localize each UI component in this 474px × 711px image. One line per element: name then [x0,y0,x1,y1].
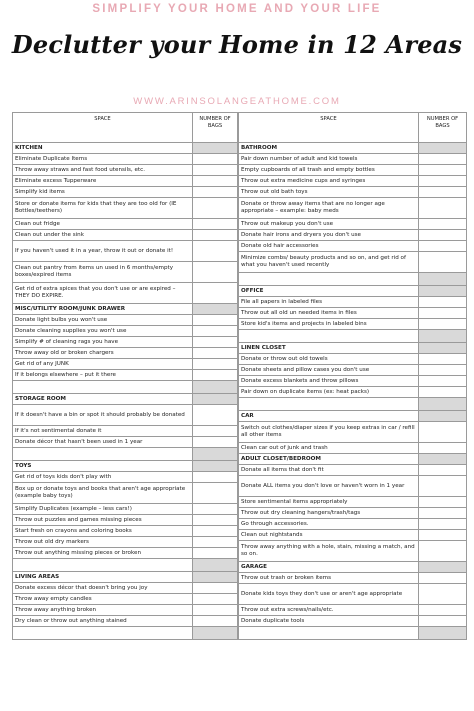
bag-count-cell[interactable] [419,143,467,154]
right-checklist-body [239,113,467,640]
checklist-row [239,616,467,627]
bag-count-cell[interactable] [193,359,238,370]
checklist-row [13,154,238,165]
section-row [239,143,467,154]
bag-count-cell[interactable] [193,394,238,405]
space-column-header: SPACE [13,113,193,143]
bag-count-cell[interactable] [419,354,467,365]
task-label: Donate décor that hasn't been used in 1 year [13,437,193,448]
checklist-row [239,187,467,198]
task-label: Dry clean or throw out anything stained [13,616,193,627]
task-label: Simplify Duplicates (example – less cars!) [13,504,193,515]
task-label: Store or donate items for kids that they are too old for (IE Bottles/teethers) [13,198,193,219]
bag-count-cell[interactable] [193,348,238,359]
task-label: If it doesn't have a bin or spot it should probably be donated [13,405,193,426]
task-label: Get rid of toys kids don't play with [13,472,193,483]
checklist-row [239,319,467,330]
section-heading: STORAGE ROOM [13,394,193,405]
checklist-row [239,387,467,398]
checklist-row [239,573,467,584]
task-label: Get rid of any JUNK [13,359,193,370]
section-heading: CAR [239,411,419,422]
checklist-row [239,330,467,343]
checklist-row [239,508,467,519]
bag-count-cell[interactable] [193,283,238,304]
checklist-row [239,584,467,605]
bag-count-cell[interactable] [419,541,467,562]
task-label: Throw out makeup you don't use [239,219,419,230]
bag-count-cell[interactable] [193,370,238,381]
checklist-row [13,176,238,187]
checklist-row [13,198,238,219]
task-label: If it's not sentimental donate it [13,426,193,437]
bag-count-cell[interactable] [419,573,467,584]
task-label: Start fresh on crayons and coloring books [13,526,193,537]
task-label: Donate hair irons and dryers you don't use [239,230,419,241]
bag-count-cell[interactable] [419,187,467,198]
task-label: Donate duplicate tools [239,616,419,627]
section-row [13,304,238,315]
checklist-row [13,472,238,483]
task-label: Empty cupboards of all trash and empty bottles [239,165,419,176]
bag-count-cell[interactable] [419,154,467,165]
bag-count-cell[interactable] [193,241,238,262]
checklist-row [13,165,238,176]
checklist-row [13,605,238,616]
bag-count-cell[interactable] [419,165,467,176]
bag-count-cell[interactable] [419,319,467,330]
bag-count-cell[interactable] [193,583,238,594]
checklist-row [13,537,238,548]
checklist-row [13,381,238,394]
task-label: Store sentimental items appropriately [239,497,419,508]
bag-count-cell[interactable] [193,143,238,154]
bag-count-cell[interactable] [193,504,238,515]
task-label: Clean out pantry from items un used in 6 months/empty boxes/expired items [13,262,193,283]
task-label: Throw away anything broken [13,605,193,616]
checklist-row [239,530,467,541]
bag-count-cell[interactable] [419,411,467,422]
bag-count-cell[interactable] [419,297,467,308]
checklist-row [239,297,467,308]
bag-count-cell[interactable] [193,165,238,176]
checklist-row [13,187,238,198]
left-checklist-body [13,113,238,640]
checklist-row [239,519,467,530]
section-heading: LINEN CLOSET [239,343,419,354]
section-heading: TOYS [13,461,193,472]
bag-count-cell[interactable] [419,330,467,343]
checklist-row [239,541,467,562]
bag-count-cell[interactable] [419,241,467,252]
checklist-row [239,627,467,640]
bag-count-cell[interactable] [419,519,467,530]
task-label [239,398,419,411]
bag-count-cell[interactable] [193,483,238,504]
bag-count-cell[interactable] [193,326,238,337]
bag-count-cell[interactable] [419,365,467,376]
bag-count-cell[interactable] [193,537,238,548]
checklist-row [239,398,467,411]
task-label: Box up or donate toys and books that aren't age appropriate (example baby toys) [13,483,193,504]
bag-count-cell[interactable] [419,252,467,273]
bags-column-header: NUMBER OF BAGS [419,113,467,143]
bag-count-cell[interactable] [419,286,467,297]
checklist-row [239,241,467,252]
bag-count-cell[interactable] [193,426,238,437]
bag-count-cell[interactable] [419,422,467,443]
checklist-row [239,154,467,165]
bag-count-cell[interactable] [193,548,238,559]
task-label: Donate cleaning supplies you won't use [13,326,193,337]
task-label: Switch out clothes/diaper sizes if you keep extras in car / refill all other items [239,422,419,443]
checklist-row [239,465,467,476]
bag-count-cell[interactable] [419,443,467,454]
task-label: Store kid's items and projects in labeled bins [239,319,419,330]
task-label: Pair down number of adult and kid towels [239,154,419,165]
bag-count-cell[interactable] [419,376,467,387]
checklist-row [13,548,238,559]
checklist-row [239,165,467,176]
checklist-row [13,219,238,230]
task-label: Throw out old dry markers [13,537,193,548]
bag-count-cell[interactable] [193,515,238,526]
task-label: Clean out nightstands [239,530,419,541]
space-column-header: SPACE [239,113,419,143]
task-label [13,448,193,461]
task-label: Simplify kid items [13,187,193,198]
task-label: Throw out anything missing pieces or broken [13,548,193,559]
bag-count-cell[interactable] [193,526,238,537]
task-label: Get rid of extra spices that you don't use or are expired – THEY DO EXPIRE. [13,283,193,304]
checklist-row [13,559,238,572]
checklist-row [13,437,238,448]
section-row [13,572,238,583]
checklist-tables [12,112,466,706]
website-url: WWW.ARINSOLANGEATHOME.COM [133,96,341,107]
checklist-row [13,283,238,304]
bag-count-cell[interactable] [419,308,467,319]
checklist-row [13,315,238,326]
bag-count-cell[interactable] [193,198,238,219]
section-heading: ADULT CLOSET/BEDROOM [239,454,419,465]
task-label: Throw out trash or broken items [239,573,419,584]
checklist-row [239,219,467,230]
bag-count-cell[interactable] [193,627,238,640]
task-label: Donate or throw away items that are no longer age appropriate – example: baby meds [239,198,419,219]
section-heading: GARAGE [239,562,419,573]
section-row [13,461,238,472]
checklist-row [13,515,238,526]
checklist-row [239,252,467,273]
bag-count-cell[interactable] [193,605,238,616]
checklist-row [13,627,238,640]
bag-count-cell[interactable] [419,230,467,241]
checklist-row [13,504,238,515]
checklist-row [239,497,467,508]
checklist-row [239,376,467,387]
checklist-row [13,337,238,348]
bag-count-cell[interactable] [419,497,467,508]
section-heading: BATHROOM [239,143,419,154]
task-label: Throw out all old un needed items in files [239,308,419,319]
checklist-row [13,405,238,426]
task-label: Donate kids toys they don't use or aren't age appropriate [239,584,419,605]
section-row [239,286,467,297]
bag-count-cell[interactable] [193,230,238,241]
task-label: Pair down on duplicate items (ex: heat packs) [239,387,419,398]
bag-count-cell[interactable] [193,154,238,165]
task-label [239,273,419,286]
checklist-row [13,241,238,262]
bag-count-cell[interactable] [193,337,238,348]
task-label [13,381,193,394]
right-checklist-table [238,112,467,640]
task-label: Donate sheets and pillow cases you don't use [239,365,419,376]
bag-count-cell[interactable] [193,461,238,472]
page-header [0,0,474,110]
task-label: Throw out dry cleaning hangers/trash/tags [239,508,419,519]
task-label: Donate light bulbs you won't use [13,315,193,326]
bag-count-cell[interactable] [193,472,238,483]
checklist-row [239,273,467,286]
task-label: File all papers in labeled files [239,297,419,308]
checklist-row [13,426,238,437]
task-label: Donate all items that don't fit [239,465,419,476]
bag-count-cell[interactable] [419,616,467,627]
bag-count-cell[interactable] [419,476,467,497]
task-label: Throw away old or broken chargers [13,348,193,359]
task-label [13,627,193,640]
table-header-row [13,113,238,143]
section-heading: KITCHEN [13,143,193,154]
bag-count-cell[interactable] [193,315,238,326]
task-label: Donate ALL items you don't love or haven't worn in 1 year [239,476,419,497]
bag-count-cell[interactable] [419,343,467,354]
checklist-row [13,616,238,627]
checklist-row [13,583,238,594]
checklist-row [13,262,238,283]
page-title: Declutter your Home in 12 Areas [11,30,463,59]
bag-count-cell[interactable] [419,398,467,411]
checklist-row [13,370,238,381]
section-row [13,394,238,405]
checklist-row [239,605,467,616]
section-row [239,454,467,465]
task-label: Donate excess blankets and throw pillows [239,376,419,387]
task-label: Throw out extra screws/nails/etc. [239,605,419,616]
task-label: Minimize combs/ beauty products and so on, and get rid of what you haven't used recently [239,252,419,273]
task-label: If you haven't used it in a year, throw it out or donate it! [13,241,193,262]
task-label: Throw out puzzles and games missing pieces [13,515,193,526]
checklist-row [239,365,467,376]
bag-count-cell[interactable] [193,381,238,394]
bag-count-cell[interactable] [419,273,467,286]
bag-count-cell[interactable] [419,605,467,616]
task-label: Throw away anything with a hole, stain, missing a match, and so on. [239,541,419,562]
checklist-row [239,176,467,187]
task-label: Clean out under the sink [13,230,193,241]
task-label: Throw away empty candles [13,594,193,605]
bag-count-cell[interactable] [419,465,467,476]
section-row [239,562,467,573]
task-label: Eliminate excess Tupperware [13,176,193,187]
checklist-row [13,448,238,461]
section-row [13,143,238,154]
checklist-row [239,230,467,241]
bag-count-cell[interactable] [419,530,467,541]
task-label [13,559,193,572]
checklist-row [239,422,467,443]
task-label: Throw away straws and fast food utensils, etc. [13,165,193,176]
tagline: SIMPLIFY YOUR HOME AND YOUR LIFE [92,3,382,15]
task-label: Go through accessories. [239,519,419,530]
task-label: Donate or throw out old towels [239,354,419,365]
task-label [239,627,419,640]
task-label [239,330,419,343]
bag-count-cell[interactable] [193,405,238,426]
checklist-row [13,594,238,605]
bag-count-cell[interactable] [419,387,467,398]
bag-count-cell[interactable] [193,448,238,461]
bag-count-cell[interactable] [193,594,238,605]
checklist-row [13,230,238,241]
task-label: Throw out extra medicine cups and syringes [239,176,419,187]
task-label: Throw out old bath toys [239,187,419,198]
checklist-row [239,476,467,497]
table-header-row [239,113,467,143]
checklist-row [13,526,238,537]
bag-count-cell[interactable] [193,559,238,572]
section-row [239,343,467,354]
task-label: Donate excess décor that doesn't bring you joy [13,583,193,594]
section-heading: OFFICE [239,286,419,297]
checklist-row [239,308,467,319]
checklist-row [13,326,238,337]
left-checklist-table [12,112,238,640]
checklist-row [239,443,467,454]
checklist-row [13,359,238,370]
bag-count-cell[interactable] [419,176,467,187]
task-label: Donate old hair accessories [239,241,419,252]
checklist-row [13,348,238,359]
bag-count-cell[interactable] [193,262,238,283]
section-heading: MISC/UTILITY ROOM/JUNK DRAWER [13,304,193,315]
bag-count-cell[interactable] [419,627,467,640]
bag-count-cell[interactable] [193,616,238,627]
bag-count-cell[interactable] [419,562,467,573]
checklist-row [239,198,467,219]
bag-count-cell[interactable] [193,304,238,315]
task-label: Clean out fridge [13,219,193,230]
task-label: Simplify # of cleaning rags you have [13,337,193,348]
bag-count-cell[interactable] [193,219,238,230]
section-heading: LIVING AREAS [13,572,193,583]
task-label: Eliminate Duplicate Items [13,154,193,165]
bag-count-cell[interactable] [193,437,238,448]
bag-count-cell[interactable] [419,454,467,465]
checklist-row [239,354,467,365]
bag-count-cell[interactable] [419,508,467,519]
bag-count-cell[interactable] [193,572,238,583]
bag-count-cell[interactable] [193,176,238,187]
task-label: If it belongs elsewhere – put it there [13,370,193,381]
bag-count-cell[interactable] [419,219,467,230]
bag-count-cell[interactable] [419,198,467,219]
task-label: Clean car out of junk and trash [239,443,419,454]
bag-count-cell[interactable] [419,584,467,605]
checklist-row [13,483,238,504]
section-row [239,411,467,422]
bags-column-header: NUMBER OF BAGS [193,113,238,143]
bag-count-cell[interactable] [193,187,238,198]
